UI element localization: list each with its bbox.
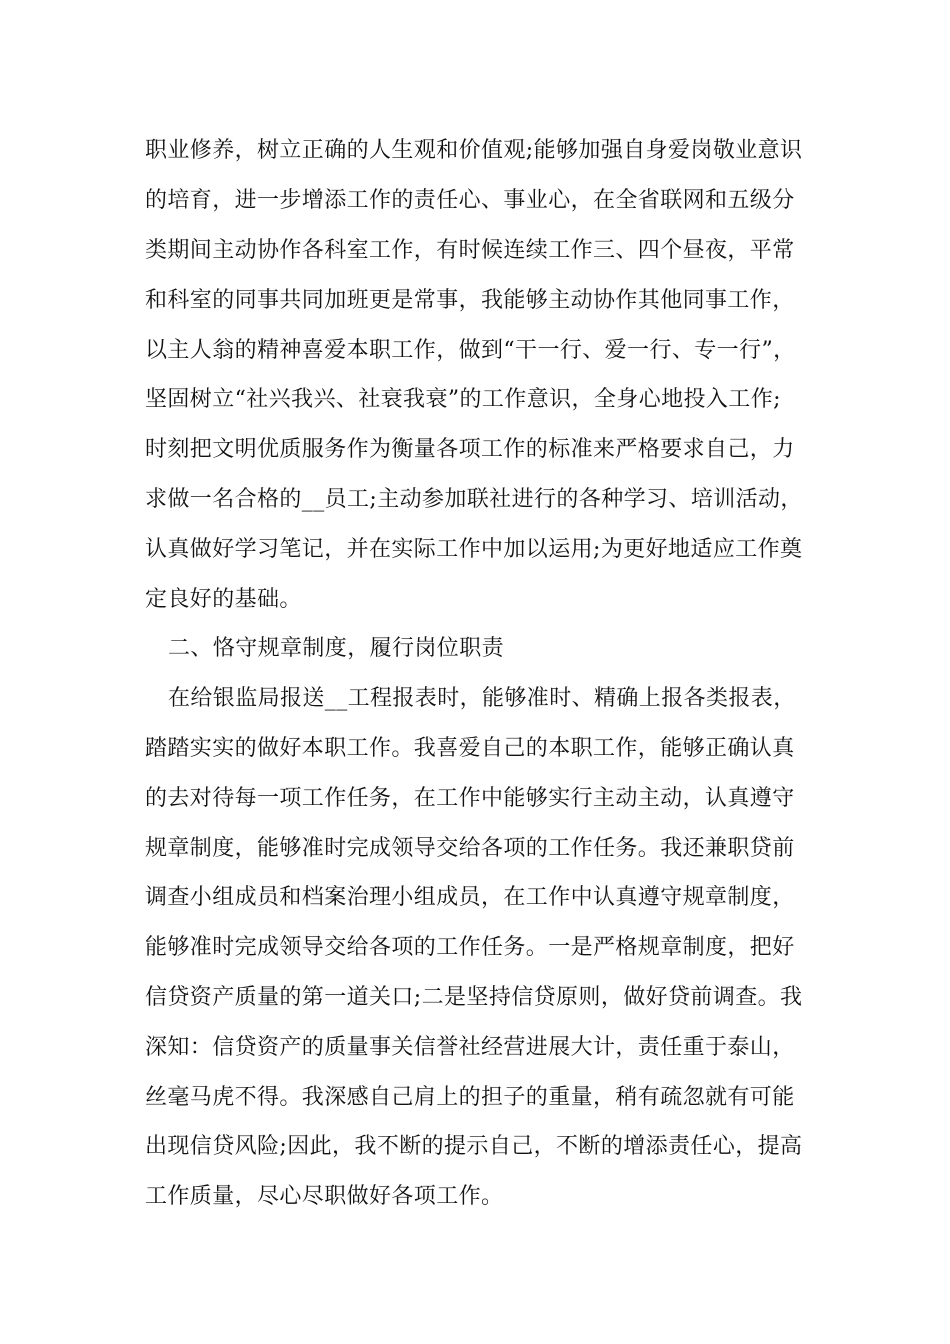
text-line: 规章制度，能够准时完成领导交给各项的工作任务。我还兼职贷前: [145, 836, 795, 861]
text-line: 丝毫马虎不得。我深感自己肩上的担子的重量，稍有疏忽就有可能: [145, 1085, 795, 1110]
text-line: 坚固树立“社兴我兴、社衰我衰”的工作意识，全身心地投入工作;: [145, 387, 781, 412]
text-line: 调查小组成员和档案治理小组成员，在工作中认真遵守规章制度，: [145, 885, 795, 910]
text-line: 深知：信贷资产的质量事关信誉社经营进展大计，责任重于泰山，: [145, 1035, 795, 1060]
text-line: 职业修养，树立正确的人生观和价值观;能够加强自身爱岗敬业意识: [145, 138, 803, 163]
text-line: 以主人翁的精神喜爱本职工作，做到“干一行、爱一行、专一行”，: [145, 338, 796, 363]
text-line: 能够准时完成领导交给各项的工作任务。一是严格规章制度，把好: [145, 935, 795, 960]
text-line: 在给银监局报送__工程报表时，能够准时、精确上报各类报表，: [168, 686, 796, 711]
text-line: 踏踏实实的做好本职工作。我喜爱自己的本职工作，能够正确认真: [145, 736, 795, 761]
text-line: 信贷资产质量的第一道关口;二是坚持信贷原则，做好贷前调查。我: [145, 985, 803, 1010]
text-line: 的培育，进一步增添工作的责任心、事业心，在全省联网和五级分: [145, 188, 795, 213]
text-line: 工作质量，尽心尽职做好各项工作。: [145, 1184, 504, 1209]
text-line: 时刻把文明优质服务作为衡量各项工作的标准来严格要求自己，力: [145, 437, 795, 462]
text-line: 求做一名合格的__员工;主动参加联社进行的各种学习、培训活动，: [145, 487, 803, 512]
text-line: 类期间主动协作各科室工作，有时候连续工作三、四个昼夜，平常: [145, 238, 795, 263]
text-line: 的去对待每一项工作任务，在工作中能够实行主动主动，认真遵守: [145, 786, 795, 811]
text-line: 认真做好学习笔记，并在实际工作中加以运用;为更好地适应工作奠: [145, 537, 803, 562]
text-line: 定良好的基础。: [145, 587, 302, 612]
text-line: 和科室的同事共同加班更是常事，我能够主动协作其他同事工作，: [145, 288, 795, 313]
text-line: 出现信贷风险;因此，我不断的提示自己，不断的增添责任心，提高: [145, 1134, 803, 1159]
section-heading: 二、恪守规章制度，履行岗位职责: [168, 636, 505, 661]
